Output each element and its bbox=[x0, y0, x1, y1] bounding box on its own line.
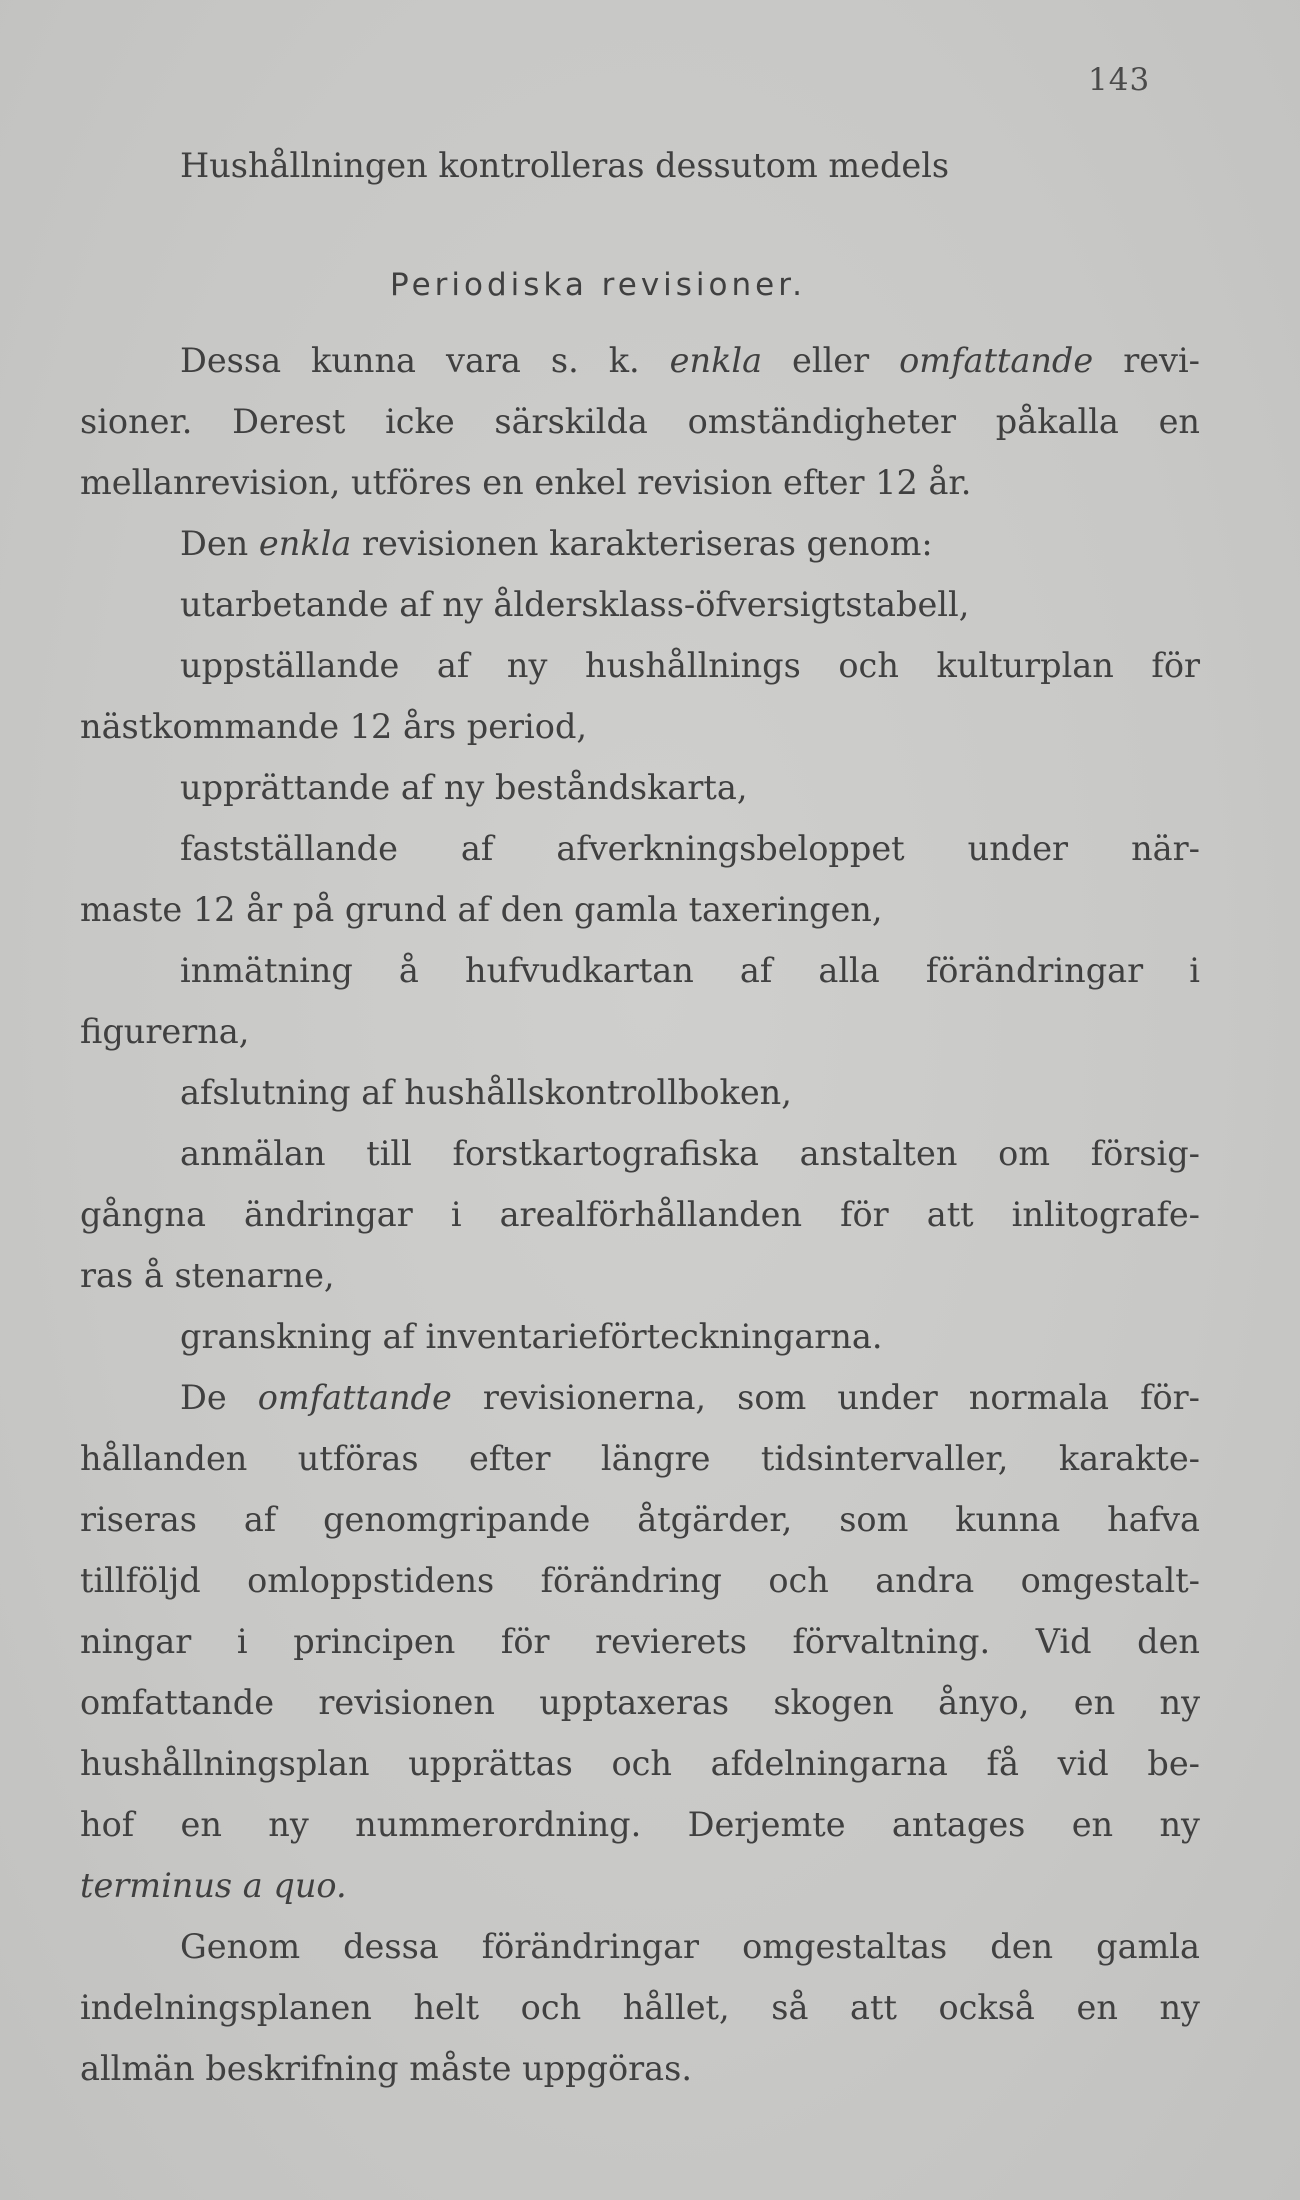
paragraph-3-line-4: tillföljd omloppstidens förändring och andra omgestalt- bbox=[80, 1561, 1200, 1600]
paragraph-3-line-9 bbox=[80, 1855, 347, 1916]
paragraph-4-line-2: indelningsplanen helt och hållet, så att också en ny bbox=[80, 1988, 1200, 2027]
list-item: fastställande af afverkningsbeloppet under när- bbox=[180, 829, 1200, 868]
paragraph-3-line-5: ningar i principen för revierets förvaltning. Vid den bbox=[80, 1622, 1200, 1661]
text-run: revi- bbox=[1093, 341, 1200, 380]
section-heading: Periodiska revisioner. bbox=[390, 267, 806, 303]
paragraph-4-line-3: allmän beskrifning måste uppgöras. bbox=[80, 2049, 692, 2088]
list-item-continued: gångna ändringar i arealförhållanden för att inlitografe- bbox=[80, 1195, 1200, 1234]
italic-term: omfattande bbox=[899, 341, 1094, 380]
paragraph-2-line-1 bbox=[180, 513, 933, 574]
text-run: revisionerna, som under normala för- bbox=[451, 1378, 1200, 1417]
list-item: granskning af inventarieförteckningarna. bbox=[180, 1317, 883, 1356]
italic-term: enkla bbox=[258, 524, 352, 563]
italic-term: omfattande bbox=[257, 1378, 452, 1417]
text-run: revisionen karakteriseras genom: bbox=[351, 524, 933, 563]
list-item-continued: nästkommande 12 års period, bbox=[80, 707, 588, 746]
paragraph-3-line-3: riseras af genomgripande åtgärder, som kunna hafva bbox=[80, 1500, 1200, 1539]
list-item: utarbetande af ny åldersklass-öfversigtstabell, bbox=[180, 585, 970, 624]
list-item-continued: maste 12 år på grund af den gamla taxeringen, bbox=[80, 890, 883, 929]
italic-term: enkla bbox=[669, 341, 763, 380]
paragraph-3-line-2: hållanden utföras efter längre tidsintervaller, karakte- bbox=[80, 1439, 1200, 1478]
paragraph-3-line-8: hof en ny nummerordning. Derjemte antages en ny bbox=[80, 1805, 1200, 1844]
paragraph-1-line-2: sioner. Derest icke särskilda omständigheter påkalla en bbox=[80, 402, 1200, 441]
list-item: afslutning af hushållskontrollboken, bbox=[180, 1073, 792, 1112]
paragraph-3-line-1 bbox=[80, 1367, 1200, 1428]
list-item: anmälan till forstkartografiska anstalten om försig- bbox=[180, 1134, 1200, 1173]
list-item-continued: figurerna, bbox=[80, 1012, 250, 1051]
paragraph-3-line-7: hushållningsplan upprättas och afdelningarna få vid be- bbox=[80, 1744, 1200, 1783]
list-item: inmätning å hufvudkartan af alla förändringar i bbox=[180, 951, 1200, 990]
page-number: 143 bbox=[1088, 62, 1151, 98]
paragraph-4-line-1: Genom dessa förändringar omgestaltas den gamla bbox=[180, 1927, 1200, 1966]
intro-line: Hushållningen kontrolleras dessutom medels bbox=[180, 146, 950, 185]
italic-term: terminus a quo. bbox=[80, 1866, 347, 1905]
text-run: Den bbox=[180, 524, 259, 563]
list-item-continued: ras å stenarne, bbox=[80, 1256, 335, 1295]
text-run: De bbox=[180, 1378, 258, 1417]
list-item: upprättande af ny beståndskarta, bbox=[180, 768, 748, 807]
list-item: uppställande af ny hushållnings och kulturplan för bbox=[180, 646, 1200, 685]
paragraph-3-line-6: omfattande revisionen upptaxeras skogen ånyo, en ny bbox=[80, 1683, 1200, 1722]
text-run: Dessa kunna vara s. k. bbox=[180, 341, 670, 380]
paragraph-1-line-3: mellanrevision, utföres en enkel revision efter 12 år. bbox=[80, 463, 972, 502]
paragraph-1-line-1 bbox=[80, 330, 1200, 391]
text-run: eller bbox=[762, 341, 900, 380]
